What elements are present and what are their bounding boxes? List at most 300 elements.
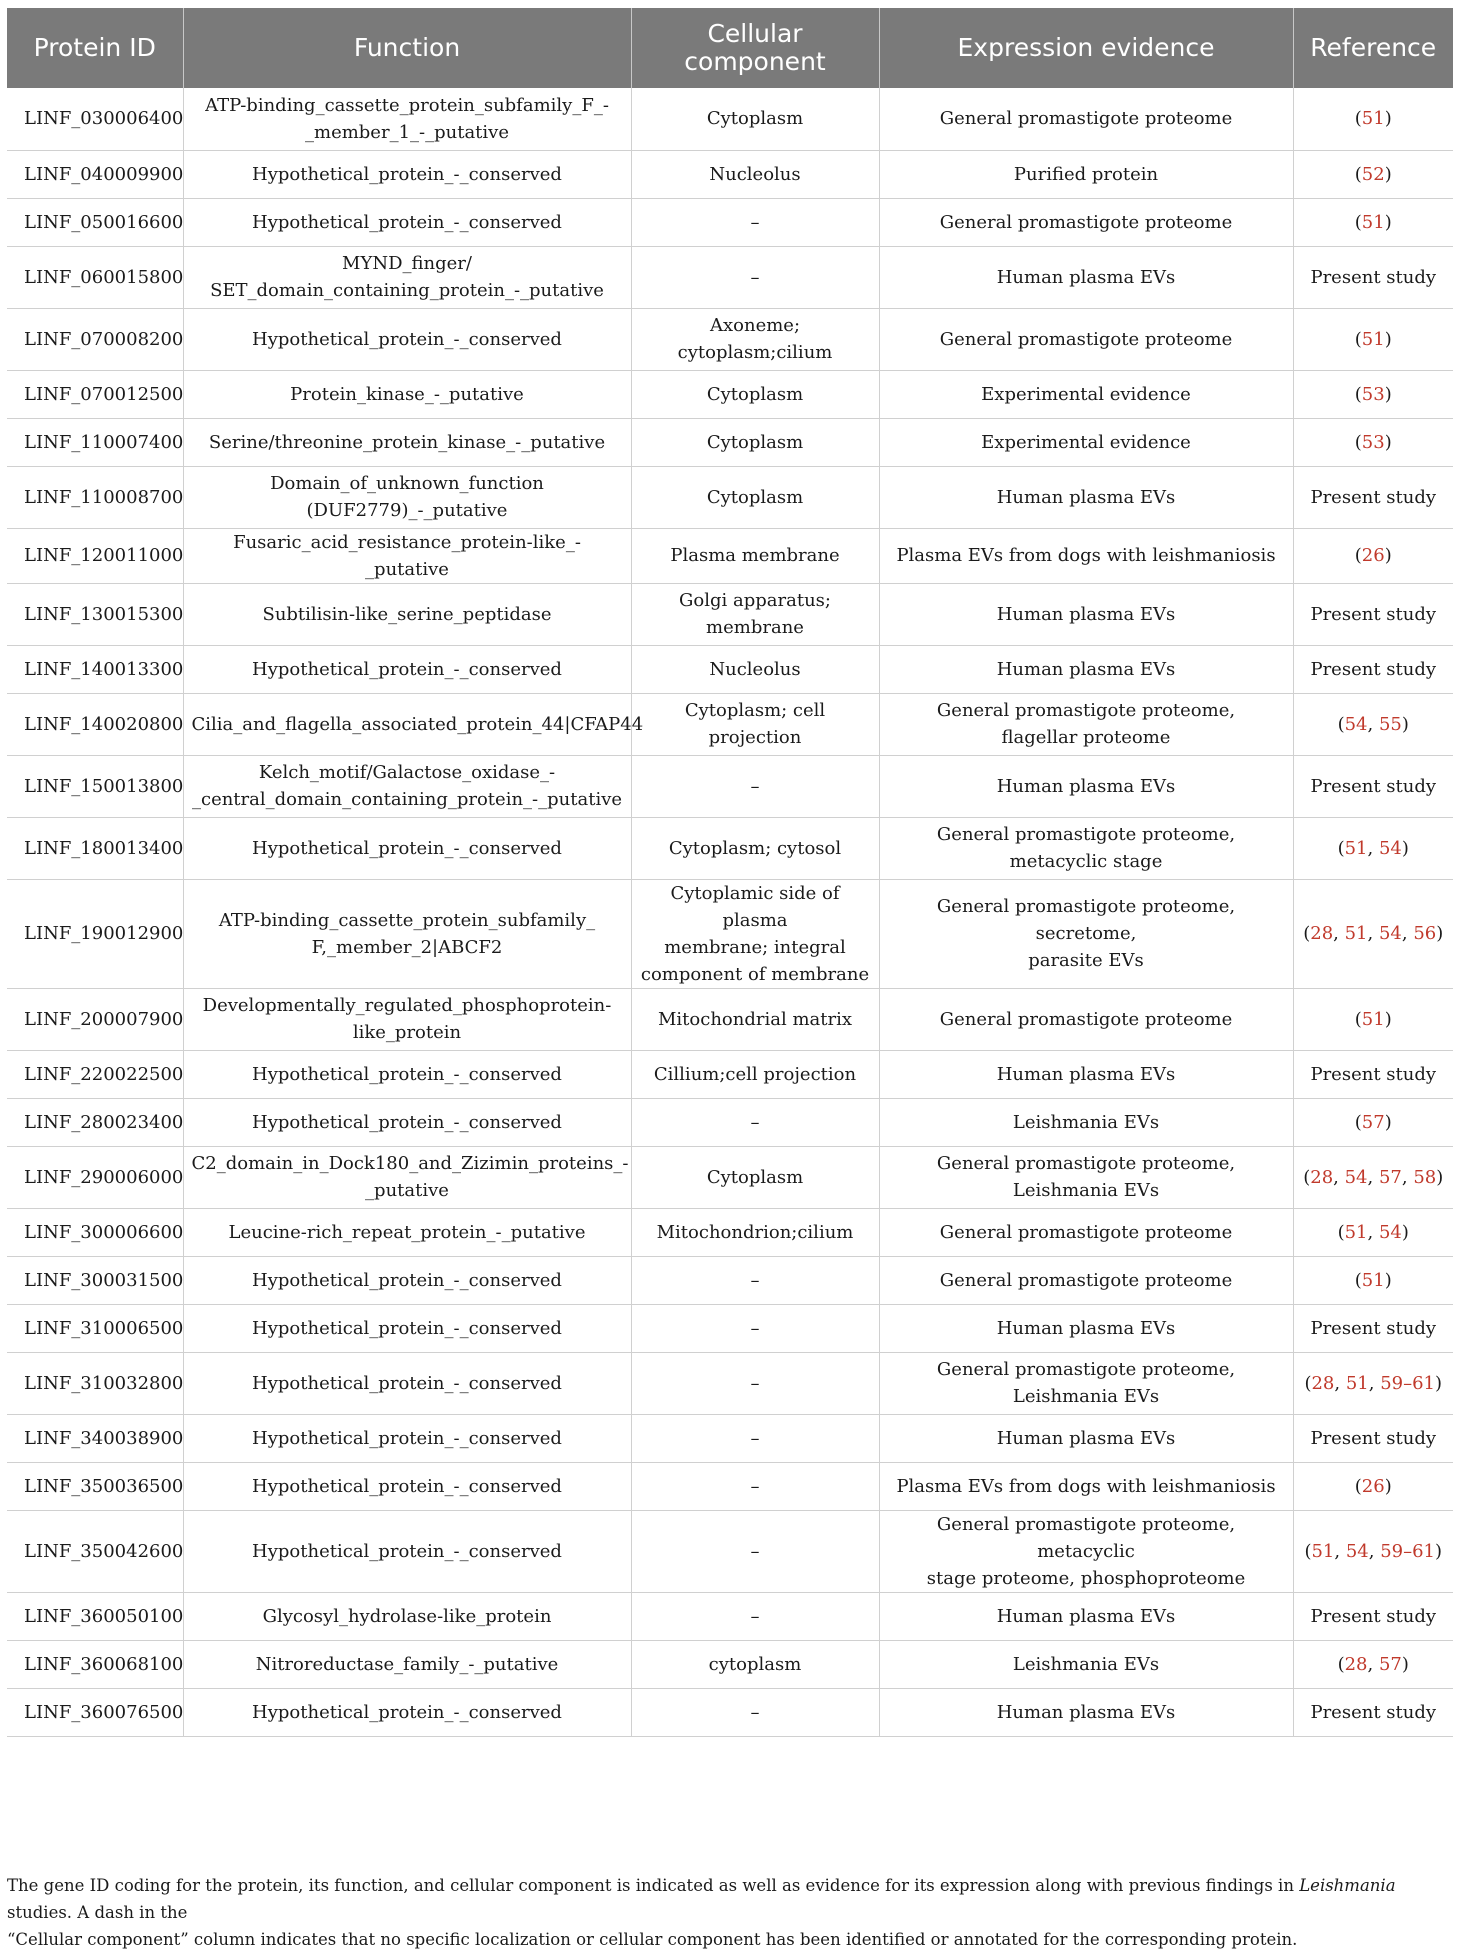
function-line: MYND_finger/ — [342, 253, 472, 274]
component-line: Cillium;cell projection — [653, 1063, 857, 1085]
function-line: Cilia_and_flagella_associated_protein_44|CFAP44 — [191, 713, 644, 735]
cell-protein-id: LINF_180013400 — [7, 817, 183, 879]
evidence-line: General promastigote proteome — [939, 108, 1233, 130]
table-row — [7, 418, 1453, 466]
evidence-line: General promastigote proteome — [939, 1269, 1233, 1291]
cell-cellular-component — [631, 1352, 879, 1414]
table-row — [7, 1304, 1453, 1352]
cell-function — [183, 466, 631, 528]
function-line: Hypothetical_protein_-_conserved — [252, 1269, 562, 1291]
cell-function — [183, 1146, 631, 1208]
function-line: SET_domain_containing_protein_-_putative — [210, 280, 604, 301]
reference-link[interactable]: 26 — [1361, 545, 1385, 566]
cell-function — [183, 150, 631, 198]
reference-link[interactable]: 51 — [1361, 1008, 1385, 1030]
reference-link[interactable]: 51 — [1361, 108, 1385, 130]
cell-protein-id: LINF_290006000 — [7, 1146, 183, 1208]
component-line: Nucleolus — [709, 163, 801, 185]
reference-link[interactable]: 28 — [1311, 1372, 1335, 1394]
table-row — [7, 308, 1453, 370]
protein-table — [7, 8, 1453, 1737]
function-line: Protein_kinase_-_putative — [290, 383, 524, 405]
cell-expression-evidence — [879, 1304, 1293, 1352]
component-line: Cytoplamic side of plasma — [670, 882, 840, 931]
cell-protein-id: LINF_050016600 — [7, 198, 183, 246]
component-line: – — [750, 1372, 760, 1394]
table-row — [7, 1592, 1453, 1640]
cell-cellular-component — [631, 1414, 879, 1462]
cell-function — [183, 693, 644, 755]
component-line: – — [750, 211, 760, 233]
cell-expression-evidence — [879, 583, 1293, 645]
evidence-line: Human plasma EVs — [996, 1605, 1176, 1627]
table-row — [7, 583, 1453, 645]
cell-function — [183, 988, 631, 1050]
cell-reference — [1293, 645, 1453, 693]
component-line: Mitochondrion;cilium — [656, 1221, 854, 1243]
cell-cellular-component — [631, 246, 879, 308]
cell-function — [183, 1098, 631, 1146]
evidence-line: stage proteome, phosphoproteome — [926, 1567, 1246, 1589]
cell-expression-evidence — [879, 246, 1293, 308]
reference-text: Present study — [1310, 1605, 1437, 1627]
cell-reference: (51) — [1293, 1256, 1453, 1304]
cell-reference: (51, 54) — [1293, 1208, 1453, 1256]
header-function: Function — [183, 8, 631, 88]
function-line: Glycosyl_hydrolase-like_protein — [262, 1605, 552, 1627]
component-line: membrane; integral — [664, 936, 846, 958]
reference-link[interactable]: 51 — [1344, 923, 1368, 944]
cell-function — [183, 198, 631, 246]
evidence-line: Human plasma EVs — [996, 1317, 1176, 1339]
table-row — [7, 1146, 1453, 1208]
table-row — [7, 466, 1453, 528]
function-line: F,_member_2|ABCF2 — [311, 936, 503, 958]
reference-text: Present study — [1310, 486, 1437, 508]
reference-link[interactable]: 53 — [1361, 383, 1385, 405]
reference-link[interactable]: 51 — [1311, 1540, 1335, 1562]
cell-function — [183, 1688, 631, 1736]
cell-cellular-component — [631, 198, 879, 246]
component-line: Cytoplasm — [706, 1166, 804, 1188]
evidence-line: Leishmania EVs — [1012, 1653, 1160, 1675]
reference-link[interactable]: 54 — [1378, 923, 1402, 944]
cell-protein-id: LINF_360050100 — [7, 1592, 183, 1640]
table-row — [7, 150, 1453, 198]
cell-reference: (28, 51, 54, 56) — [1293, 879, 1453, 988]
cell-protein-id: LINF_140020800 — [7, 693, 183, 755]
reference-link[interactable]: 57 — [1361, 1111, 1385, 1133]
function-line: _putative — [365, 1180, 449, 1201]
cell-expression-evidence — [879, 693, 1293, 755]
cell-protein-id: LINF_280023400 — [7, 1098, 183, 1146]
reference-link[interactable]: 54 — [1344, 713, 1368, 735]
cell-reference: (51) — [1293, 88, 1453, 150]
table-row — [7, 88, 1453, 150]
cell-reference: (28, 54, 57, 58) — [1293, 1146, 1453, 1208]
evidence-line: General promastigote proteome — [939, 1008, 1233, 1030]
cell-expression-evidence — [879, 879, 1293, 988]
table-container — [7, 8, 1453, 1737]
component-line: Nucleolus — [709, 658, 801, 680]
reference-text: Present study — [1310, 1063, 1437, 1085]
component-line: cytoplasm;cilium — [677, 342, 833, 363]
reference-link[interactable]: 28 — [1310, 1166, 1334, 1188]
cell-reference: (57) — [1293, 1098, 1453, 1146]
cell-protein-id: LINF_110007400 — [7, 418, 183, 466]
reference-link[interactable]: 28 — [1344, 1653, 1368, 1675]
evidence-line: Experimental evidence — [981, 383, 1191, 405]
cell-reference — [1293, 1050, 1453, 1098]
reference-text: Present study — [1310, 603, 1437, 625]
cell-cellular-component — [631, 817, 879, 879]
component-line: – — [750, 775, 760, 797]
component-line: – — [750, 1269, 760, 1291]
cell-cellular-component — [631, 150, 879, 198]
reference-link[interactable]: 53 — [1361, 431, 1385, 453]
function-line: Hypothetical_protein_-_conserved — [252, 1701, 562, 1723]
cell-expression-evidence — [879, 1592, 1293, 1640]
cell-cellular-component — [631, 1510, 879, 1592]
cell-reference — [1293, 1592, 1453, 1640]
function-line: Domain_of_unknown_function — [270, 473, 544, 494]
evidence-line: Human plasma EVs — [996, 266, 1176, 288]
cell-cellular-component — [631, 418, 879, 466]
reference-text: Present study — [1310, 658, 1437, 680]
cell-protein-id: LINF_310032800 — [7, 1352, 183, 1414]
cell-protein-id: LINF_120011000 — [7, 528, 183, 583]
footnote-line2: “Cellular component” column indicates that no specific localization or cellular component has been identified or annotated for the corresponding protein. — [7, 1930, 1298, 1949]
reference-link[interactable]: 54 — [1344, 1166, 1368, 1188]
table-row — [7, 1414, 1453, 1462]
cell-cellular-component — [631, 1640, 879, 1688]
cell-expression-evidence — [879, 198, 1293, 246]
reference-link[interactable]: 56 — [1413, 923, 1437, 944]
cell-expression-evidence — [879, 1352, 1293, 1414]
function-line: Nitroreductase_family_-_putative — [255, 1653, 559, 1675]
reference-link[interactable]: 57 — [1378, 1166, 1402, 1188]
cell-reference: (26) — [1293, 1462, 1453, 1510]
component-line: Mitochondrial matrix — [657, 1008, 852, 1030]
cell-protein-id: LINF_060015800 — [7, 246, 183, 308]
reference-link[interactable]: 59–61 — [1380, 1540, 1436, 1562]
cell-function — [183, 1462, 631, 1510]
cell-function — [183, 645, 631, 693]
function-line: Serine/threonine_protein_kinase_-_putative — [208, 431, 606, 453]
evidence-line: parasite EVs — [1028, 950, 1144, 971]
cell-function — [183, 1304, 631, 1352]
cell-expression-evidence — [879, 988, 1293, 1050]
function-line: _member_1_-_putative — [305, 121, 509, 143]
function-line: (DUF2779)_-_putative — [306, 500, 508, 521]
table-body — [7, 88, 1453, 1736]
cell-reference: (51) — [1293, 988, 1453, 1050]
component-line: – — [750, 1605, 760, 1627]
function-line: Hypothetical_protein_-_conserved — [252, 1427, 562, 1449]
evidence-line: Experimental evidence — [981, 431, 1191, 453]
reference-link[interactable]: 57 — [1378, 1653, 1402, 1675]
cell-reference: (51) — [1293, 308, 1453, 370]
reference-link[interactable]: 51 — [1361, 211, 1385, 233]
function-line: Hypothetical_protein_-_conserved — [252, 163, 562, 185]
cell-reference — [1293, 466, 1453, 528]
function-line: Hypothetical_protein_-_conserved — [252, 1540, 562, 1562]
cell-cellular-component — [631, 755, 879, 817]
function-line: Hypothetical_protein_-_conserved — [252, 658, 562, 680]
cell-reference: (51, 54, 59–61) — [1293, 1510, 1453, 1592]
table-row — [7, 1510, 1453, 1592]
component-line: – — [750, 1540, 760, 1562]
cell-protein-id: LINF_070012500 — [7, 370, 183, 418]
evidence-line: Plasma EVs from dogs with leishmaniosis — [896, 1475, 1276, 1497]
component-line: – — [750, 1111, 760, 1133]
cell-function — [183, 1208, 631, 1256]
reference-link[interactable]: 51 — [1361, 1269, 1385, 1291]
evidence-line: flagellar proteome — [1001, 727, 1171, 748]
cell-function — [183, 308, 631, 370]
function-line: like_protein — [352, 1022, 462, 1043]
evidence-line: Leishmania EVs — [1012, 1111, 1160, 1133]
cell-function — [183, 1640, 631, 1688]
reference-text: Present study — [1310, 1427, 1437, 1449]
reference-text: Present study — [1310, 775, 1437, 797]
cell-protein-id: LINF_360068100 — [7, 1640, 183, 1688]
evidence-line: General promastigote proteome — [939, 211, 1233, 233]
cell-cellular-component — [631, 645, 879, 693]
table-row — [7, 817, 1453, 879]
cell-cellular-component — [631, 1592, 879, 1640]
cell-cellular-component — [631, 1098, 879, 1146]
evidence-line: Human plasma EVs — [996, 603, 1176, 625]
cell-function — [183, 755, 631, 817]
cell-expression-evidence — [879, 528, 1293, 583]
table-row — [7, 246, 1453, 308]
table-row — [7, 198, 1453, 246]
table-row — [7, 645, 1453, 693]
evidence-line: General promastigote proteome, — [936, 824, 1236, 845]
cell-protein-id: LINF_130015300 — [7, 583, 183, 645]
function-line: Kelch_motif/Galactose_oxidase_- — [258, 762, 556, 783]
cell-expression-evidence — [879, 645, 1293, 693]
cell-function — [183, 88, 631, 150]
cell-protein-id: LINF_310006500 — [7, 1304, 183, 1352]
cell-cellular-component — [631, 308, 879, 370]
cell-protein-id: LINF_340038900 — [7, 1414, 183, 1462]
cell-function — [183, 528, 631, 583]
component-line: Cytoplasm; cell projection — [684, 700, 826, 748]
component-line: – — [750, 1701, 760, 1723]
cell-cellular-component — [631, 1688, 879, 1736]
cell-reference — [1293, 1304, 1453, 1352]
function-line: Hypothetical_protein_-_conserved — [252, 837, 562, 859]
table-row — [7, 693, 1453, 755]
cell-function — [183, 879, 631, 988]
function-line: Fusaric_acid_resistance_protein-like_-_putative — [233, 531, 581, 580]
evidence-line: General promastigote proteome, metacyclic — [936, 1513, 1236, 1562]
cell-protein-id: LINF_070008200 — [7, 308, 183, 370]
header-row — [7, 8, 1453, 88]
cell-protein-id: LINF_300031500 — [7, 1256, 183, 1304]
cell-reference — [1293, 246, 1453, 308]
cell-cellular-component — [631, 1304, 879, 1352]
cell-reference: (54, 55) — [1293, 693, 1453, 755]
component-line: Cytoplasm; cytosol — [668, 837, 842, 859]
cell-expression-evidence — [879, 1688, 1293, 1736]
function-line: Hypothetical_protein_-_conserved — [252, 1372, 562, 1394]
table-row — [7, 528, 1453, 583]
cell-expression-evidence — [879, 370, 1293, 418]
cell-function — [183, 1256, 631, 1304]
cell-function — [183, 1352, 631, 1414]
reference-link[interactable]: 28 — [1310, 923, 1334, 944]
cell-cellular-component — [631, 370, 879, 418]
evidence-line: Leishmania EVs — [1012, 1180, 1160, 1201]
cell-expression-evidence — [879, 308, 1293, 370]
header-expression-evidence: Expression evidence — [879, 8, 1293, 88]
evidence-line: Human plasma EVs — [996, 775, 1176, 797]
cell-expression-evidence — [879, 1146, 1293, 1208]
reference-link[interactable]: 51 — [1345, 1372, 1369, 1394]
evidence-line: Leishmania EVs — [1012, 1386, 1160, 1407]
function-line: Hypothetical_protein_-_conserved — [252, 1475, 562, 1497]
function-line: Leucine-rich_repeat_protein_-_putative — [228, 1221, 586, 1243]
cell-reference: (51) — [1293, 198, 1453, 246]
table-row — [7, 755, 1453, 817]
function-line: ATP-binding_cassette_protein_subfamily_F_- — [205, 94, 609, 116]
reference-link[interactable]: 52 — [1361, 163, 1385, 185]
table-row — [7, 1352, 1453, 1414]
cell-protein-id: LINF_030006400 — [7, 88, 183, 150]
evidence-line: General promastigote proteome, secretome, — [936, 896, 1236, 944]
header-cellular-component — [631, 8, 879, 88]
function-line: ATP-binding_cassette_protein_subfamily_ — [218, 909, 596, 931]
cell-expression-evidence — [879, 466, 1293, 528]
component-line: Cytoplasm — [706, 431, 804, 453]
cell-expression-evidence — [879, 1098, 1293, 1146]
reference-link[interactable]: 58 — [1413, 1166, 1437, 1188]
cell-reference — [1293, 583, 1453, 645]
function-line: Subtilisin-like_serine_peptidase — [262, 603, 552, 625]
evidence-line: metacyclic stage — [1009, 851, 1163, 872]
cell-expression-evidence — [879, 1640, 1293, 1688]
evidence-line: General promastigote proteome — [939, 328, 1233, 350]
reference-link[interactable]: 51 — [1344, 837, 1368, 859]
cell-protein-id: LINF_220022500 — [7, 1050, 183, 1098]
header-cellular-component-line1: Cellular — [707, 19, 803, 48]
cell-expression-evidence — [879, 1256, 1293, 1304]
component-line: cytoplasm — [708, 1653, 802, 1675]
cell-reference: (53) — [1293, 418, 1453, 466]
component-line: Cytoplasm — [706, 108, 804, 130]
evidence-line: General promastigote proteome — [939, 1221, 1233, 1243]
component-line: Plasma membrane — [670, 545, 840, 566]
cell-protein-id: LINF_200007900 — [7, 988, 183, 1050]
table-row — [7, 1098, 1453, 1146]
function-line: Hypothetical_protein_-_conserved — [252, 1111, 562, 1133]
cell-cellular-component — [631, 879, 879, 988]
cell-expression-evidence — [879, 1510, 1293, 1592]
cell-expression-evidence — [879, 88, 1293, 150]
reference-link[interactable]: 54 — [1378, 837, 1402, 859]
cell-reference: (52) — [1293, 150, 1453, 198]
cell-protein-id: LINF_360076500 — [7, 1688, 183, 1736]
cell-reference: (28, 57) — [1293, 1640, 1453, 1688]
component-line: – — [750, 266, 760, 288]
component-line: Cytoplasm — [706, 486, 804, 508]
cell-cellular-component — [631, 583, 879, 645]
reference-link[interactable]: 26 — [1361, 1475, 1385, 1497]
cell-cellular-component — [631, 1146, 879, 1208]
cell-reference — [1293, 1414, 1453, 1462]
cell-cellular-component — [631, 1462, 879, 1510]
cell-function — [183, 1510, 631, 1592]
table-row — [7, 1640, 1453, 1688]
table-row — [7, 1208, 1453, 1256]
component-line: – — [750, 1427, 760, 1449]
reference-link[interactable]: 54 — [1345, 1540, 1369, 1562]
cell-reference: (53) — [1293, 370, 1453, 418]
reference-link[interactable]: 55 — [1378, 713, 1402, 735]
component-line: membrane — [706, 617, 804, 638]
cell-expression-evidence — [879, 150, 1293, 198]
table-row — [7, 370, 1453, 418]
function-line: _central_domain_containing_protein_-_putative — [191, 789, 623, 810]
reference-link[interactable]: 51 — [1361, 328, 1385, 350]
cell-cellular-component — [631, 88, 879, 150]
header-protein-id: Protein ID — [7, 8, 183, 88]
table-row — [7, 1256, 1453, 1304]
component-line: – — [750, 1317, 760, 1339]
evidence-line: Human plasma EVs — [996, 658, 1176, 680]
cell-expression-evidence — [879, 1050, 1293, 1098]
cell-function — [183, 370, 631, 418]
cell-reference — [1293, 755, 1453, 817]
reference-link[interactable]: 51 — [1344, 1221, 1368, 1243]
table-row — [7, 988, 1453, 1050]
table-row — [7, 1050, 1453, 1098]
evidence-line: Purified protein — [1013, 163, 1159, 185]
reference-link[interactable]: 54 — [1378, 1221, 1402, 1243]
reference-text: Present study — [1310, 266, 1437, 288]
component-line: component of membrane — [640, 963, 870, 985]
cell-protein-id: LINF_140013300 — [7, 645, 183, 693]
function-line: Hypothetical_protein_-_conserved — [252, 328, 562, 350]
cell-cellular-component — [631, 528, 879, 583]
cell-reference: (26) — [1293, 528, 1453, 583]
cell-reference — [1293, 1688, 1453, 1736]
evidence-line: Human plasma EVs — [996, 1427, 1176, 1449]
evidence-line: General promastigote proteome, — [936, 1153, 1236, 1174]
cell-protein-id: LINF_190012900 — [7, 879, 183, 988]
evidence-line: Plasma EVs from dogs with leishmaniosis — [896, 545, 1276, 566]
reference-link[interactable]: 59–61 — [1380, 1372, 1436, 1394]
component-line: Cytoplasm — [706, 383, 804, 405]
component-line: – — [750, 1475, 760, 1497]
table-row — [7, 1462, 1453, 1510]
function-line: Developmentally_regulated_phosphoprotein- — [202, 995, 612, 1016]
evidence-line: General promastigote proteome, — [936, 700, 1236, 721]
table-row — [7, 879, 1453, 988]
cell-protein-id: LINF_350036500 — [7, 1462, 183, 1510]
header-cellular-component-line2: component — [684, 47, 826, 76]
function-line: C2_domain_in_Dock180_and_Zizimin_proteins_- — [191, 1153, 629, 1174]
function-line: Hypothetical_protein_-_conserved — [252, 211, 562, 233]
evidence-line: General promastigote proteome, — [936, 1359, 1236, 1380]
footnote-italic: Leishmania — [1299, 1876, 1396, 1895]
evidence-line: Human plasma EVs — [996, 486, 1176, 508]
cell-protein-id: LINF_150013800 — [7, 755, 183, 817]
cell-expression-evidence — [879, 817, 1293, 879]
